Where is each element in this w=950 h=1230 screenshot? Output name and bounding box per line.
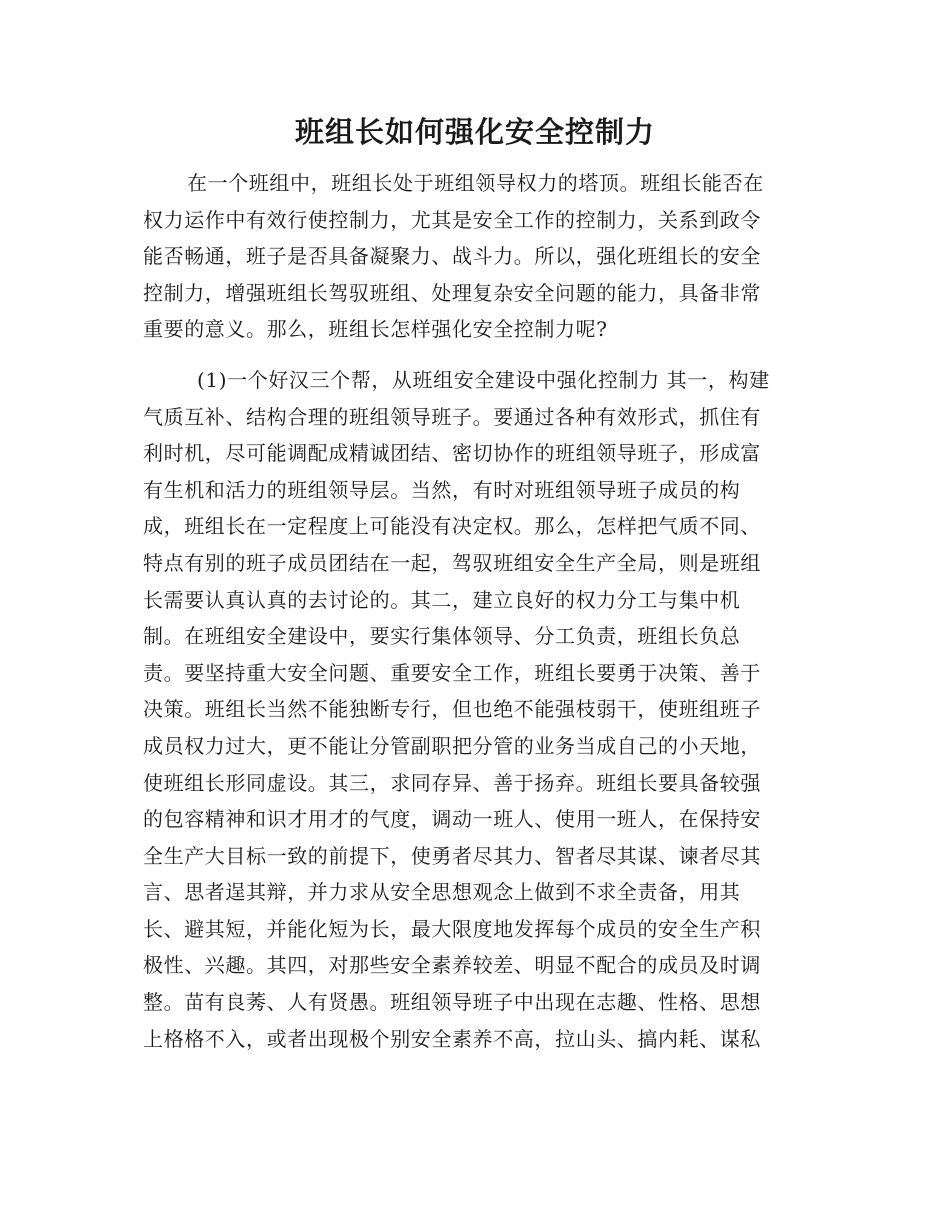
text-line: 有生机和活力的班组领导层。当然，有时对班组领导班子成员的构	[143, 477, 741, 502]
text-line: 在一个班组中，班组长处于班组领导权力的塔顶。班组长能否在	[187, 171, 764, 195]
text-line: 整。苗有良莠、人有贤愚。班组领导班子中出现在志趣、性格、思想	[143, 990, 761, 1015]
document-body	[143, 165, 813, 1057]
text-line: 极性、兴趣。其四，对那些安全素养较差、明显不配合的成员及时调	[143, 953, 761, 978]
text-line: 特点有别的班子成员团结在一起，驾驭班组安全生产全局，则是班组	[143, 550, 761, 575]
paragraph-section-1	[143, 362, 813, 1057]
text-line: 上格格不入，或者出现极个别安全素养不高，拉山头、搞内耗、谋私	[143, 1026, 761, 1051]
text-line: 利时机，尽可能调配成精诚团结、密切协作的班组领导班子，形成富	[143, 441, 761, 466]
text-line: 的包容精神和识才用才的气度，调动一班人、使用一班人，在保持安	[143, 807, 761, 832]
paragraph-gap	[143, 348, 813, 362]
text-line: 言、思者逞其辩，并力求从安全思想观念上做到不求全责备，用其	[143, 880, 741, 905]
text-line: 长需要认真认真的去讨论的。其二，建立良好的权力分工与集中机	[143, 587, 741, 612]
text-line: 责。要坚持重大安全问题、重要安全工作，班组长要勇于决策、善于	[143, 660, 761, 685]
text-line: 气质互补、结构合理的班组领导班子。要通过各种有效形式，抓住有	[143, 404, 761, 429]
text-line: 使班组长形同虚设。其三，求同存异、善于扬弃。班组长要具备较强	[143, 770, 761, 795]
text-line: 长、避其短，并能化短为长，最大限度地发挥每个成员的安全生产积	[143, 916, 761, 941]
document-title: 班组长如何强化安全控制力	[294, 115, 655, 149]
text-line: 决策。班组长当然不能独断专行，但也绝不能强枝弱干，使班组班子	[143, 697, 761, 722]
text-line: 全生产大目标一致的前提下，使勇者尽其力、智者尽其谋、谏者尽其	[143, 843, 761, 868]
text-line: 控制力，增强班组长驾驭班组、处理复杂安全问题的能力，具备非常	[143, 280, 761, 305]
text-line: 成，班组长在一定程度上可能没有决定权。那么，怎样把气质不同、	[143, 514, 761, 539]
text-line: 重要的意义。那么，班组长怎样强化安全控制力呢?	[143, 317, 608, 342]
text-line: 制。在班组安全建设中，要实行集体领导、分工负责，班组长负总	[143, 624, 741, 649]
text-line: 能否畅通，班子是否具备凝聚力、战斗力。所以，强化班组长的安全	[143, 244, 761, 269]
paragraph-intro	[143, 165, 813, 348]
text-line: (1)一个好汉三个帮，从班组安全建设中强化控制力 其一，构建	[197, 367, 770, 392]
text-line: 成员权力过大，更不能让分管副职把分管的业务当成自己的小天地，	[143, 733, 761, 758]
text-line: 权力运作中有效行使控制力，尤其是安全工作的控制力，关系到政令	[143, 207, 761, 232]
